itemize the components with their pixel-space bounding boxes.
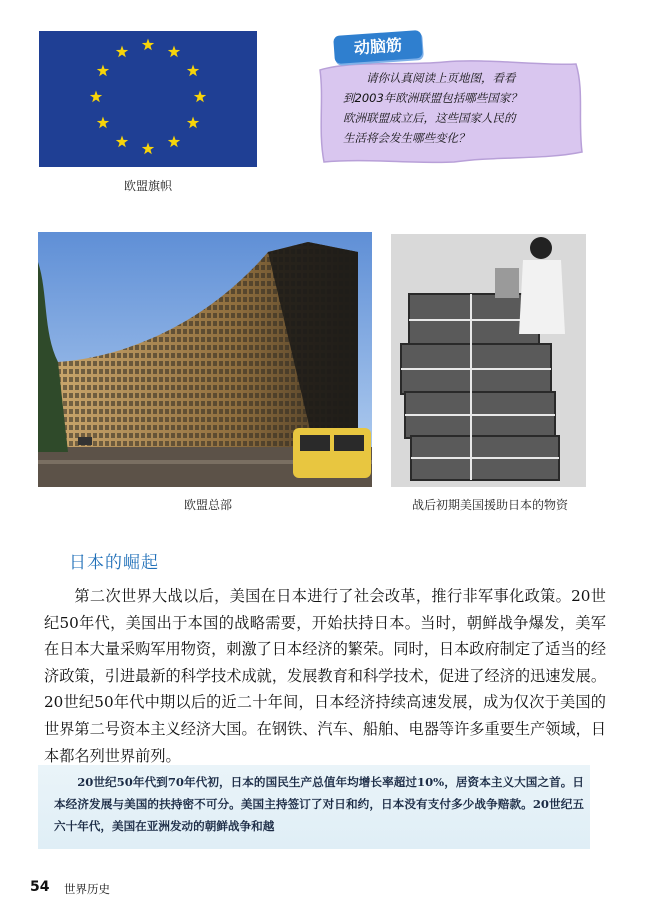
page-number: 54 xyxy=(30,879,50,895)
section-heading: 日本的崛起 xyxy=(69,553,159,573)
think-line-3: 欧洲联盟成立后，这些国家人民的 xyxy=(343,111,516,125)
flag-star-icon xyxy=(187,65,199,77)
think-line-4: 生活将会发生哪些变化？ xyxy=(343,131,470,145)
think-title: 动脑筋 xyxy=(333,30,423,64)
flag-star-icon xyxy=(168,136,180,148)
eu-headquarters-photo xyxy=(38,232,372,487)
eu-headquarters-caption: 欧盟总部 xyxy=(183,498,232,512)
flag-star-icon xyxy=(142,39,154,51)
eu-flag-image xyxy=(39,31,257,167)
think-line-2: 到2003年欧洲联盟包括哪些国家？ xyxy=(343,91,522,105)
think-text xyxy=(343,68,575,148)
eu-flag-caption: 欧盟旗帜 xyxy=(123,179,172,193)
body-text xyxy=(44,583,606,769)
flag-star-icon xyxy=(142,143,154,155)
eu-flag-stars xyxy=(39,31,257,167)
aid-supplies-caption: 战后初期美国援助日本的物资 xyxy=(411,498,568,512)
flag-star-icon xyxy=(116,136,128,148)
note-text xyxy=(54,771,584,837)
flag-star-icon xyxy=(97,117,109,129)
note-paragraph: 20世纪50年代到70年代初，日本的国民生产总值年均增长率超过10%，居资本主义大国之首。日本经济发展与美国的扶持密不可分。美国主持签订了对日和约，日本没有支付多少战争赔款。20世纪五六十年代，美国在亚洲发动的朝鲜战争和越 xyxy=(54,775,584,833)
book-title: 世界历史 xyxy=(64,882,110,896)
body-paragraph: 第二次世界大战以后，美国在日本进行了社会改革，推行非军事化政策。20世纪50年代，美国出于本国的战略需要，开始扶持日本。当时，朝鲜战争爆发，美军在日本大量采购军用物资，刺激了日本经济的繁荣。同时，日本政府制定了适当的经济政策，引进最新的科学技术成就，发展教育和科学技术，促进了经济的迅速发展。20世纪50年代中期以后的近二十年间，日本经济持续高速发展，成为仅次于美国的世界第二号资本主义经济大国。在钢铁、汽车、船舶、电器等许多重要生产领域，日本都名列世界前列。 xyxy=(44,587,606,765)
aid-supplies-photo xyxy=(391,234,586,487)
flag-star-icon xyxy=(90,91,102,103)
flag-star-icon xyxy=(116,45,128,57)
flag-star-icon xyxy=(194,91,206,103)
flag-star-icon xyxy=(97,65,109,77)
flag-star-icon xyxy=(187,117,199,129)
flag-star-icon xyxy=(168,45,180,57)
think-line-1: 请你认真阅读上页地图，看看 xyxy=(366,71,516,85)
